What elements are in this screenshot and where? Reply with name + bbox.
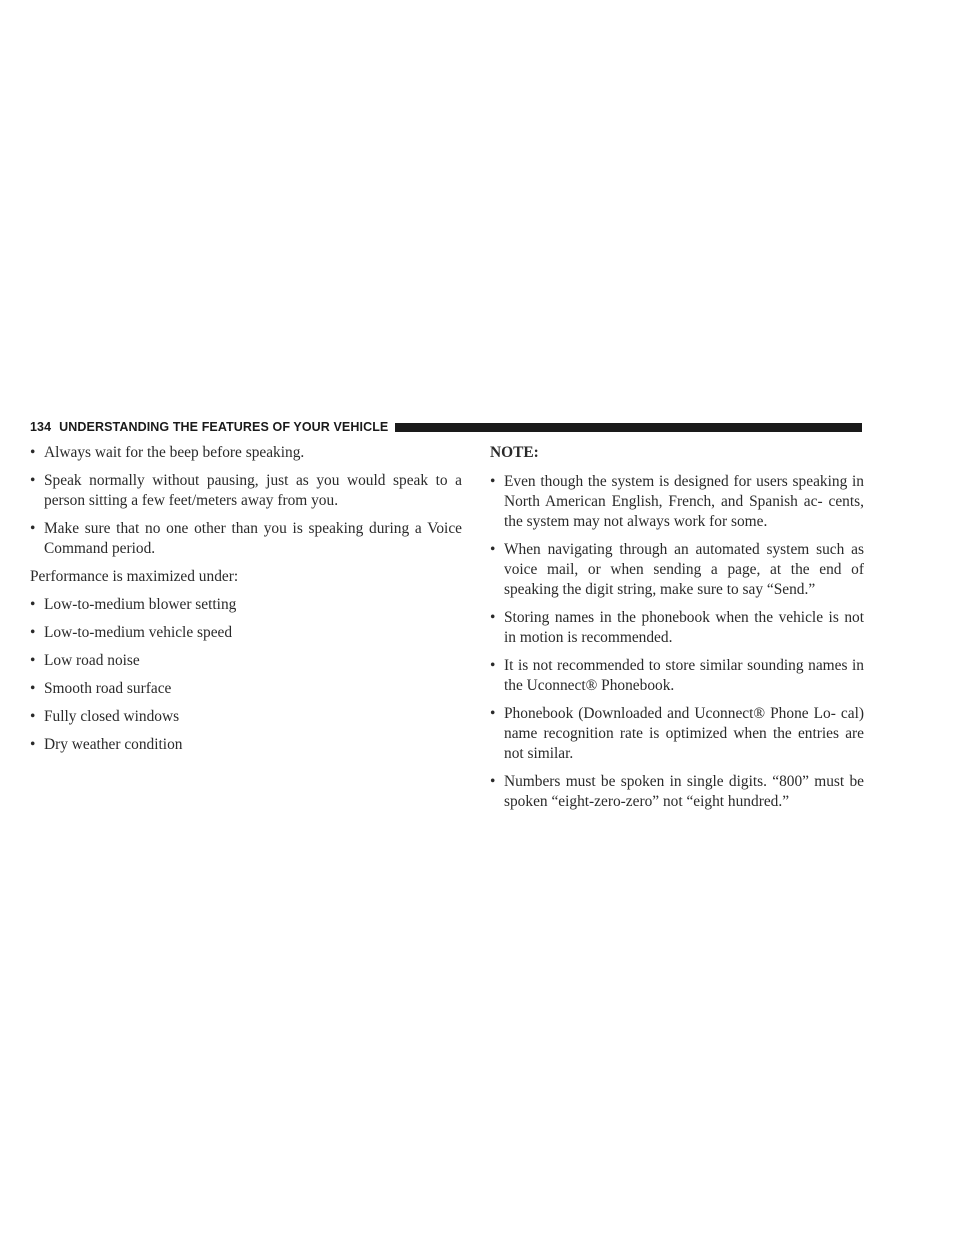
bullet-icon: • [490,773,496,790]
bullet-icon: • [30,624,36,641]
list-item: • Make sure that no one other than you is speaking during a Voice Command period. [30,520,462,557]
bullet-icon: • [30,520,36,537]
bullet-icon: • [30,736,36,753]
performance-intro: Performance is maximized under: [30,568,239,585]
note-heading: NOTE: [490,444,539,461]
bullet-icon: • [490,541,496,558]
bullet-icon: • [30,472,36,489]
header-rule [395,423,862,432]
list-item: • Low-to-medium blower setting [30,596,237,613]
page-header [30,418,862,436]
bullet-icon: • [490,657,496,674]
list-item: • Phonebook (Downloaded and Uconnect® Phone Lo- cal) name recognition rate is optimized when the entries are not similar. [490,705,864,762]
list-item: • Smooth road surface [30,680,172,697]
bullet-icon: • [30,680,36,697]
list-item: • Low-to-medium vehicle speed [30,624,233,641]
bullet-icon: • [490,473,496,490]
bullet-icon: • [30,652,36,669]
list-item: • Storing names in the phonebook when the vehicle is not in motion is recommended. [490,609,864,646]
list-item: • Always wait for the beep before speaking. [30,444,305,461]
bullet-icon: • [30,708,36,725]
bullet-icon: • [490,609,496,626]
list-item: • Dry weather condition [30,736,183,753]
list-item: • Even though the system is designed for users speaking in North American English, French, and Spanish ac- cents, the system may not always work for some. [490,473,864,530]
list-item: • When navigating through an automated system such as voice mail, or when sending a page, at the end of speaking the digit string, make sure to say “Send.” [490,541,864,598]
list-item: • Speak normally without pausing, just as you would speak to a person sitting a few feet/meters away from you. [30,472,462,509]
list-item: • Low road noise [30,652,140,669]
list-item: • Numbers must be spoken in single digits. “800” must be spoken “eight-zero-zero” not “eight hundred.” [490,773,864,810]
list-item: • It is not recommended to store similar sounding names in the Uconnect® Phonebook. [490,657,864,694]
right-column [490,443,864,812]
bullet-icon: • [490,705,496,722]
list-item: • Fully closed windows [30,708,180,725]
page-number: 134 [30,420,52,434]
section-title: UNDERSTANDING THE FEATURES OF YOUR VEHICLE [59,420,389,434]
bullet-icon: • [30,444,36,461]
left-column [30,443,462,755]
bullet-icon: • [30,596,36,613]
